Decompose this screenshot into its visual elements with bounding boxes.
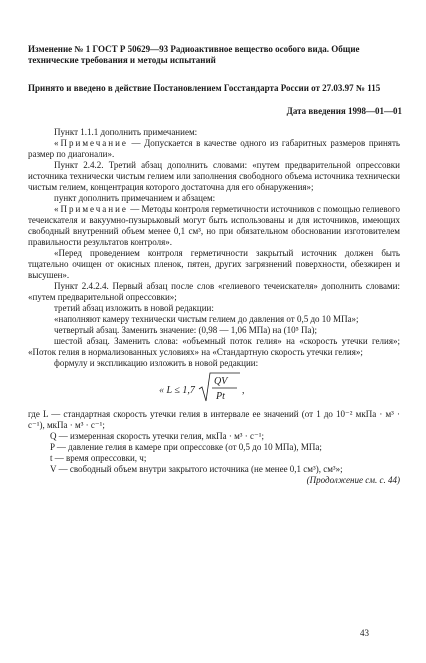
paragraph bbox=[28, 204, 400, 248]
formula-tail: , bbox=[242, 385, 245, 396]
explication bbox=[28, 409, 400, 475]
formula-lhs: « L ≤ 1,7 bbox=[159, 385, 195, 396]
paragraph: «Перед проведением контроля герметичности закрытый источник должен быть тщательно очищен от окисных пленок, пятен, других загрязнений поверхности, обезжирен и высушен». bbox=[28, 248, 400, 280]
definition: P — давление гелия в камере при опрессовке (от 0,5 до 10 МПа), МПа; bbox=[50, 442, 322, 452]
definition: Q — измеренная скорость утечки гелия, мкПа · м³ · с⁻¹; bbox=[50, 431, 264, 441]
paragraph: третий абзац изложить в новой редакции: bbox=[54, 303, 214, 313]
paragraph: формулу и экспликацию изложить в новой редакции: bbox=[54, 358, 259, 368]
note-label: «Примечание bbox=[54, 138, 128, 148]
definition: t — время опрессовки, ч; bbox=[50, 453, 147, 463]
note-text: — Допускается в качестве одного из габаритных размеров принять размер по диагонали». bbox=[28, 138, 400, 159]
paragraph: четвертый абзац. Заменить значение: (0,98 — 1,06 МПа) на (10⁵ Па); bbox=[54, 325, 317, 335]
formula-numerator: QV bbox=[214, 376, 228, 387]
paragraph: Пункт 1.1.1 дополнить примечанием: bbox=[54, 127, 198, 137]
paragraph bbox=[28, 138, 400, 160]
paragraph: «наполняют камеру технически чистым гелием до давления от 0,5 до 10 МПа»; bbox=[54, 314, 359, 324]
page-number: 43 bbox=[360, 628, 369, 638]
continuation-note: (Продолжение см. с. 44) bbox=[306, 475, 400, 485]
paragraph: шестой абзац. Заменить слова: «объемный поток гелия» на «скорость утечки гелия»; «Поток гелия в нормализованных условиях» на «Стандартную скорость утечки гелия»; bbox=[28, 336, 400, 357]
note-text: — Методы контроля герметичности источников с помощью гелиевого течеискателя и вакуумно-пузырьковый могут быть использованы и для источников, имеющих свободный внутренний объем менее 0,1 см³, но при обязательном обосновании изготовителем правильности результатов контроля». bbox=[28, 204, 400, 247]
note-label: «Примечание bbox=[54, 204, 128, 214]
formula-svg bbox=[28, 369, 400, 409]
adoption-line: Принято и введено в действие Постановлением Госстандарта России от 27.03.97 № 115 bbox=[28, 83, 381, 93]
document-body bbox=[28, 127, 400, 486]
document-title: Изменение № 1 ГОСТ Р 50629—93 Радиоактивное вещество особого вида. Общие технические требования и методы испытаний bbox=[28, 44, 360, 65]
formula-denominator: Pt bbox=[216, 391, 225, 402]
definition: V — свободный объем внутри закрытого источника (не менее 0,1 см³), см³»; bbox=[50, 464, 343, 474]
paragraph: Пункт 2.4.2.4. Первый абзац после слов «гелиевого течеискателя» дополнить словами: «путем предварительной опрессовки»; bbox=[28, 281, 400, 302]
paragraph: пункт дополнить примечанием и абзацем: bbox=[54, 193, 216, 203]
paragraph: Пункт 2.4.2. Третий абзац дополнить словами: «путем предварительной опрессовки источника технически чистым гелием или заполнения свободного объема источника технически чистым гелием, концентрация которого достаточна для его обнаружения»; bbox=[28, 160, 400, 192]
definition: где L — стандартная скорость утечки гелия в интервале ее значений (от 1 до 10⁻² мкПа · м³ · с⁻¹), мкПа · м³ · с⁻¹; bbox=[28, 409, 400, 430]
effective-date: Дата введения 1998—01—01 bbox=[286, 106, 402, 116]
formula-block bbox=[28, 369, 400, 409]
